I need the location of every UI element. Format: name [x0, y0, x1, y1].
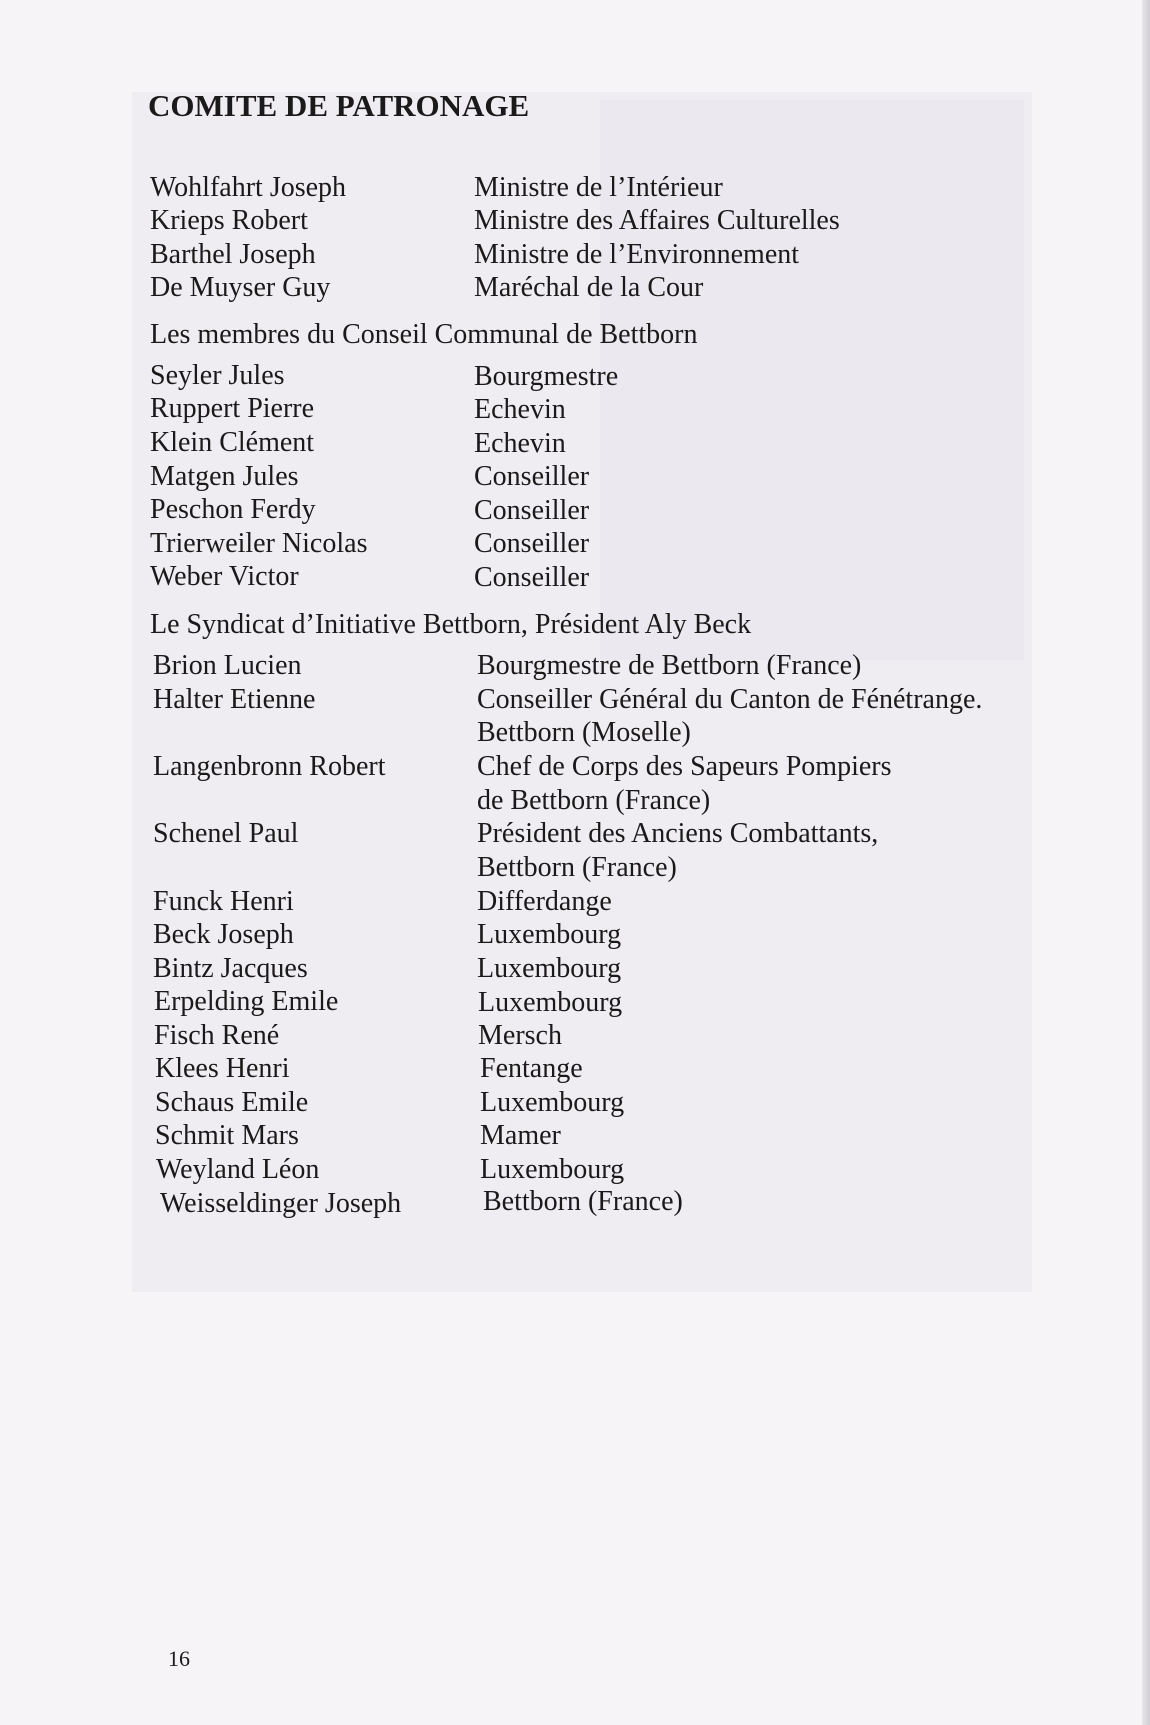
- conseil-name: Matgen Jules: [150, 461, 299, 492]
- syndicat-name: Fisch René: [154, 1020, 280, 1051]
- syndicat-name: Bintz Jacques: [153, 953, 308, 984]
- syndicat-role: Fentange: [480, 1053, 583, 1084]
- syndicat-role-cont: de Bettborn (France): [477, 785, 711, 816]
- syndicat-role: Luxembourg: [477, 919, 622, 950]
- conseil-name: Ruppert Pierre: [150, 393, 315, 424]
- syndicat-role: Président des Anciens Combattants,: [477, 818, 879, 849]
- conseil-name: Klein Clément: [150, 427, 315, 458]
- syndicat-name: Weisseldinger Joseph: [160, 1188, 402, 1219]
- syndicat-role-cont: Bettborn (France): [477, 852, 677, 883]
- minister-role: Maréchal de la Cour: [474, 272, 704, 303]
- page-edge: [1142, 0, 1150, 1725]
- syndicat-heading: Le Syndicat d’Initiative Bettborn, Président Aly Beck: [150, 609, 752, 640]
- conseil-role: Conseiller: [474, 562, 590, 593]
- syndicat-role: Bettborn (France): [483, 1186, 683, 1217]
- syndicat-role: Luxembourg: [478, 987, 623, 1018]
- conseil-role: Bourgmestre: [474, 361, 619, 392]
- syndicat-name: Schenel Paul: [153, 818, 299, 849]
- page-number: 16: [168, 1646, 190, 1671]
- minister-role: Ministre de l’Intérieur: [474, 172, 723, 203]
- conseil-role: Conseiller: [474, 528, 590, 559]
- minister-name: Wohlfahrt Joseph: [150, 172, 347, 203]
- syndicat-name: Schaus Emile: [155, 1087, 309, 1118]
- syndicat-role: Mersch: [478, 1020, 562, 1051]
- conseil-name: Weber Victor: [150, 561, 299, 592]
- minister-role: Ministre des Affaires Culturelles: [474, 205, 840, 236]
- conseil-name: Peschon Ferdy: [150, 494, 316, 525]
- syndicat-role: Luxembourg: [477, 953, 622, 984]
- syndicat-role: Differdange: [477, 886, 612, 917]
- syndicat-name: Erpelding Emile: [154, 986, 339, 1017]
- syndicat-role: Chef de Corps des Sapeurs Pompiers: [477, 751, 892, 782]
- conseil-role: Conseiller: [474, 495, 590, 526]
- page-title: COMITE DE PATRONAGE: [148, 88, 530, 123]
- minister-name: De Muyser Guy: [150, 272, 331, 303]
- syndicat-role: Luxembourg: [480, 1154, 625, 1185]
- minister-role: Ministre de l’Environnement: [474, 239, 800, 270]
- syndicat-name: Klees Henri: [155, 1053, 290, 1084]
- syndicat-name: Brion Lucien: [153, 650, 302, 681]
- conseil-name: Trierweiler Nicolas: [150, 528, 368, 559]
- syndicat-name: Beck Joseph: [153, 919, 294, 950]
- syndicat-name: Funck Henri: [153, 886, 294, 917]
- syndicat-role-cont: Bettborn (Moselle): [477, 717, 691, 748]
- syndicat-name: Schmit Mars: [155, 1120, 299, 1151]
- minister-name: Barthel Joseph: [150, 239, 316, 270]
- syndicat-role: Mamer: [480, 1120, 561, 1151]
- syndicat-role: Conseiller Général du Canton de Fénétrange.: [477, 684, 983, 715]
- conseil-role: Echevin: [474, 428, 566, 459]
- syndicat-name: Halter Etienne: [153, 684, 316, 715]
- syndicat-role: Bourgmestre de Bettborn (France): [477, 650, 862, 681]
- conseil-role: Echevin: [474, 394, 566, 425]
- syndicat-name: Langenbronn Robert: [153, 751, 386, 782]
- conseil-role: Conseiller: [474, 461, 590, 492]
- syndicat-name: Weyland Léon: [156, 1154, 320, 1185]
- conseil-heading: Les membres du Conseil Communal de Bettborn: [150, 319, 698, 350]
- syndicat-role: Luxembourg: [480, 1087, 625, 1118]
- conseil-name: Seyler Jules: [150, 360, 285, 391]
- minister-name: Krieps Robert: [150, 205, 308, 236]
